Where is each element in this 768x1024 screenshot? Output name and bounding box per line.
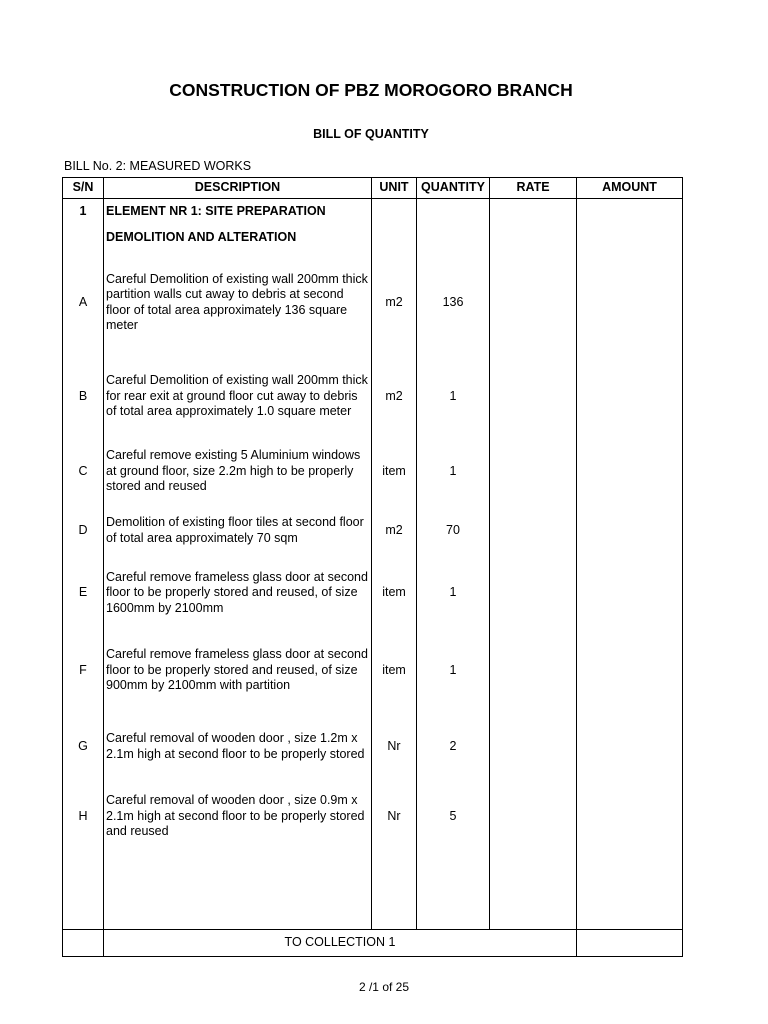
item-rate <box>490 355 577 439</box>
item-unit: item <box>372 439 417 505</box>
bill-of-quantity-table <box>62 177 683 957</box>
item-quantity: 5 <box>417 782 490 852</box>
item-quantity: 1 <box>417 439 490 505</box>
header-quantity: QUANTITY <box>417 178 490 199</box>
item-unit: m2 <box>372 505 417 557</box>
item-sn: H <box>63 782 104 852</box>
item-description: Careful remove frameless glass door at second floor to be properly stored and reused, of size 900mm by 2100mm with partition <box>104 630 372 712</box>
table-row <box>63 712 683 782</box>
table-row <box>63 630 683 712</box>
item-unit: item <box>372 557 417 630</box>
item-sn: A <box>63 251 104 355</box>
table-row <box>63 251 683 355</box>
item-description: Careful removal of wooden door , size 1.2m x 2.1m high at second floor to be properly stored <box>104 712 372 782</box>
item-sn: B <box>63 355 104 439</box>
header-rate: RATE <box>490 178 577 199</box>
table-row <box>63 557 683 630</box>
item-quantity: 2 <box>417 712 490 782</box>
item-rate <box>490 439 577 505</box>
item-rate <box>490 505 577 557</box>
item-description: Careful Demolition of existing wall 200mm thick partition walls cut away to debris at second floor of total area approximately 136 square meter <box>104 251 372 355</box>
item-unit: Nr <box>372 782 417 852</box>
table-header-row <box>63 178 683 199</box>
item-rate <box>490 630 577 712</box>
element-heading: ELEMENT NR 1: SITE PREPARATION <box>104 199 372 225</box>
item-quantity: 1 <box>417 557 490 630</box>
table-row <box>63 505 683 557</box>
item-rate <box>490 712 577 782</box>
item-quantity: 1 <box>417 355 490 439</box>
header-sn: S/N <box>63 178 104 199</box>
bill-label: BILL No. 2: MEASURED WORKS <box>64 159 252 173</box>
item-sn: G <box>63 712 104 782</box>
document-title: CONSTRUCTION OF PBZ MOROGORO BRANCH <box>169 80 573 100</box>
item-unit: item <box>372 630 417 712</box>
document-subtitle: BILL OF QUANTITY <box>313 127 429 141</box>
item-amount <box>577 439 683 505</box>
item-description: Demolition of existing floor tiles at second floor of total area approximately 70 sqm <box>104 505 372 557</box>
item-quantity: 70 <box>417 505 490 557</box>
item-amount <box>577 355 683 439</box>
table-row <box>63 355 683 439</box>
element-subheading: DEMOLITION AND ALTERATION <box>104 225 372 251</box>
item-amount <box>577 557 683 630</box>
item-amount <box>577 251 683 355</box>
item-description: Careful Demolition of existing wall 200mm thick for rear exit at ground floor cut away to debris of total area approximately 1.0 square meter <box>104 355 372 439</box>
item-amount <box>577 505 683 557</box>
item-rate <box>490 251 577 355</box>
item-unit: m2 <box>372 251 417 355</box>
element-sn: 1 <box>63 199 104 225</box>
item-sn: E <box>63 557 104 630</box>
table-row <box>63 782 683 852</box>
subheading-row <box>63 225 683 251</box>
collection-label: TO COLLECTION 1 <box>104 930 577 957</box>
item-description: Careful remove frameless glass door at second floor to be properly stored and reused, of size 1600mm by 2100mm <box>104 557 372 630</box>
item-description: Careful remove existing 5 Aluminium windows at ground floor, size 2.2m high to be properly stored and reused <box>104 439 372 505</box>
item-sn: F <box>63 630 104 712</box>
table-row <box>63 439 683 505</box>
header-unit: UNIT <box>372 178 417 199</box>
item-unit: m2 <box>372 355 417 439</box>
item-quantity: 1 <box>417 630 490 712</box>
element-row <box>63 199 683 225</box>
collection-row <box>63 930 683 957</box>
spacer-row <box>63 852 683 930</box>
collection-amount <box>577 930 683 957</box>
item-unit: Nr <box>372 712 417 782</box>
item-amount <box>577 782 683 852</box>
item-amount <box>577 712 683 782</box>
item-rate <box>490 782 577 852</box>
header-description: DESCRIPTION <box>104 178 372 199</box>
item-description: Careful removal of wooden door , size 0.9m x 2.1m high at second floor to be properly stored and reused <box>104 782 372 852</box>
item-sn: C <box>63 439 104 505</box>
header-amount: AMOUNT <box>577 178 683 199</box>
item-rate <box>490 557 577 630</box>
page-number: 2 /1 of 25 <box>358 980 410 994</box>
item-sn: D <box>63 505 104 557</box>
item-quantity: 136 <box>417 251 490 355</box>
item-amount <box>577 630 683 712</box>
